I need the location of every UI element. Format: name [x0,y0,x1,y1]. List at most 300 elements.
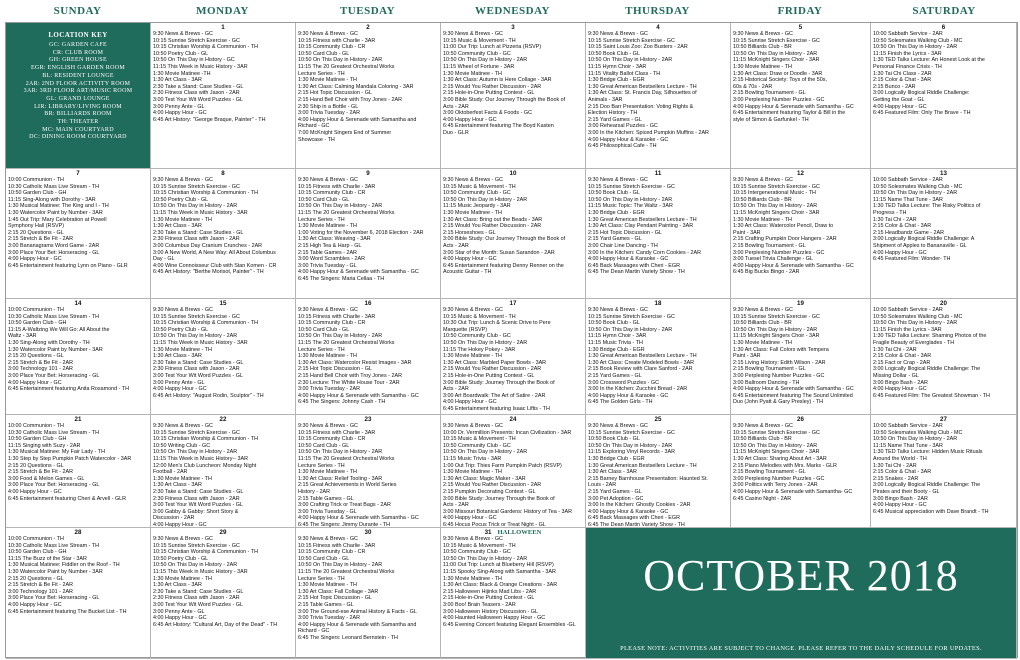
event-entry: 1:30 Art Class - 3AR [153,77,202,84]
event-entry: 2:15 Table Games - 2AR [298,249,357,256]
event-entry: 10:50 Solesmates Walking Club - MC [873,37,963,44]
event-entry: 2:15 Historical Society: Toys of the 50s, [733,77,827,84]
weekday-friday: FRIDAY [777,5,823,17]
event-entry: 11:15 Exploring Vinyl Records - 3AR [588,449,675,456]
event-entry: 4:00 Happy Hour - GC [873,386,927,393]
event-entry: 10:50 On This Day in History - 2AR [443,555,528,562]
event-entry: 1:30 Bridge Club - EGR [588,455,645,462]
event-entry: 1:00 Voting for the November 6, 2018 Election - 2AR [298,229,424,236]
event-entry: 4:00 Happy Hour - GC [873,502,927,509]
event-entry: 10:15 Sunrise Stretch Exercise - GC [153,183,240,190]
event-entry: 6:45 Entertainment featuring Taylor & Bill in the [733,110,846,117]
event-entry: 4:00 Happy Hour - GC [443,256,497,263]
event-entry: 2:15 20 Questions - GL [8,575,64,582]
event-entry: 10:50 On This Day in History - 2AR [443,339,528,346]
event-entry: 1:30 Movie Matinee - TH [298,353,357,360]
event-entry: 10:50 On This Day in History - 2AR [153,203,238,210]
calendar-day-cell [586,23,731,169]
event-entry: 1:30 Art Class: Marbled Paper Bowls - 3AR [443,359,547,366]
calendar-day-cell [296,23,441,169]
weekday-wednesday: WEDNESDAY [474,5,550,17]
event-entry: 11:15 The 20 Greatest Orchestral Works [298,63,395,70]
event-entry: 10:50 On This Day in History - 2AR [873,320,958,327]
event-entry: 6:45 Entertainment featuring Anita Rosamond - TH [8,386,129,393]
event-entry: 1:30 Movie Matinee - TH [733,216,792,223]
day-number: 5 [798,24,803,31]
event-entry: 6:45 Musical appreciation with Dave Brandt - TH [873,508,989,515]
calendar-day-cell [731,23,871,169]
event-entry: 1:30 Movie Matinee - TH [153,216,212,223]
event-entry: 10:50 Garden Club - GH [8,320,67,327]
event-entry: 9:30 News & Brews - GC [298,536,358,542]
event-entry: 10:50 On This Day in History - 2AR [298,449,383,456]
event-entry: 2:30 Fitness Class with Jason - 2AR [153,90,240,97]
event-entry: 9:30 News & Brews - GC [298,423,358,429]
event-entry: 6:45 Back Massages with Cheri - EGR [588,262,680,269]
calendar-day-cell [151,415,296,528]
event-entry: 1:30 Art Class: Magic Maker - 3AR [443,475,526,482]
event-entry: 10:15 Music & Movement - TH [443,183,516,190]
event-entry: Symphony Hall (RSVP) [8,223,65,230]
event-entry: 2:15 20 Questions - GL [8,353,64,360]
event-entry: 1:30 Watercolor Paint by Number - 3AR [8,209,103,216]
event-entry: 3:00 Politics with Terry Jones - 2AR [733,482,818,489]
event-entry: 4:00 Happy Hour & Serenade with Samantha and [298,621,417,628]
calendar-day-cell [296,528,441,659]
event-entry: 3:00 Ballroom Dancing - TH [733,379,800,386]
calendar-day-cell [296,415,441,528]
event-entry: 4:00 Happy Hour - GC [8,379,62,386]
event-entry: 11:15 Music Trivia - TH [588,339,643,346]
event-entry: 4:00 Happy Hour & Karaoke - GC [588,136,669,143]
event-entry: 4:00 Happy Hour - GC [443,515,497,522]
event-entry: 1:30 Movie Matinee - TH [443,70,502,77]
calendar-day-cell [731,169,871,299]
event-entry: 2:15 Halloween Hijinks Mad Libs - 2AR [443,588,537,595]
event-entry: 1:30 Watercolor Paint by Number - 3AR [8,346,103,353]
event-entry: 10:50 Community Club - GC [443,50,511,57]
event-entry: 9:30 News & Brews - GC [443,177,503,183]
event-entry: 11:15 McKnight Singers Choir - 3AR [733,449,820,456]
event-entry: 1:30 Bridge Club - EGR [588,346,645,353]
event-entry: 3:00 Bible Study: Our Journey Through the Book of [443,236,566,243]
event-entry: 2:30 Lecture: The White House Tour - 2AR [298,379,400,386]
event-entry: 10:50 Community Club - GC [443,442,511,449]
event-entry: 2:15 Color & Chat - 3AR [873,353,932,360]
event-entry: 3:00 Trivia Tuesday - GL [298,262,357,269]
event-entry: 6:45 Art History: "August Rodin, Sculptor" - TH [153,392,264,399]
event-entry: 11:00 Out Trip: Lunch at Blueberry Hill (RSVP) [443,562,554,569]
event-entry: 10:30 Catholic Mass Live Stream - TH [8,183,99,190]
calendar-day-cell [731,299,871,415]
event-entry: 6:45 The Golden Girls - TH [588,399,653,406]
event-entry: 1:30 Movie Matinee - TH [153,475,212,482]
event-entry: 10:50 Writing Club - GC [153,442,211,449]
event-entry: 11:15 This Week in Music History - 3AR [153,63,248,70]
event-entry: 11:00 Our Trip: Lunch at Pizzeria (RSVP) [443,44,542,51]
event-entry: 11:15 The 20 Greatest Orchestral Works [298,568,395,575]
event-entry: 6:45 Entertainment featuring Lynn on Piano - GLR [8,262,128,269]
event-entry: 3:00 Columbus Day Cranium Crunches - 2AR [153,242,263,249]
event-entry: 1:30 Art Class: Fall Collage - 3AR [298,588,379,595]
event-entry: 1:30 Art Class: Clay Pendant Painting - 3AR [588,223,694,230]
calendar-day-cell [6,528,151,659]
event-entry: Acts - 2AR [443,386,469,393]
event-entry: 6:45 Back Massages with Cheri - EGR [588,515,680,522]
event-entry: 10:15 Intergenerational Music - TH [733,190,816,197]
event-entry: Lecture Series - TH [298,462,345,469]
calendar-day-cell [151,299,296,415]
event-entry: 9:30 News & Brews - GC [153,31,213,37]
event-entry: 10:15 Community Club - CR [298,44,366,51]
event-entry: 10:15 Sunrise Stretch Exercise - GC [588,313,675,320]
event-entry: 10:00 Communion - TH [8,423,64,429]
event-entry: 6:45 The Dean Martin Variety Show - TH [588,521,685,528]
event-entry: 2:30 Fitness Class with Jason - 2AR [153,236,240,243]
event-entry: 10:50 Book Club - GL [588,190,640,197]
event-entry: 1:30 Movie Matinee - TH [443,209,502,216]
event-entry: 11:15 Music Trivia - 3AR [443,455,502,462]
event-entry: 10:50 On This Day in History - 2AR [443,57,528,64]
event-entry: 2:15 20 Questions - GL [8,462,64,469]
event-entry: 10:15 Community Club - CR [298,190,366,197]
event-entry: 2:15 Piano Melodies with Mrs. Marks - GLR [733,462,837,469]
event-entry: 10:50 On This Day in History - 2AR [153,562,238,569]
calendar-day-cell [441,169,586,299]
month-title-block [586,528,1017,659]
weekday-saturday: SATURDAY [912,5,976,17]
event-entry: 10:15 Christian Worship & Communion - TH [153,320,258,327]
event-entry: 6:45 The Singers: Jimmy Durante - TH [298,521,391,528]
event-entry: 9:30 News & Brews - GC [588,177,648,183]
event-entry: 1:30 Art Class - 3AR [153,353,202,360]
calendar-day-cell [296,169,441,299]
event-entry: 9:30 News & Brews - GC [298,307,358,313]
event-entry: 3:00 Test Your Wit Word Puzzles - GL [153,502,243,509]
event-entry: 4:00 Happy Hour - GC [443,399,497,406]
event-entry: Duo - GLR [443,129,469,136]
calendar-day-cell [6,415,151,528]
event-entry: 9:30 News & Brews - GC [733,423,793,429]
event-entry: Acoustic Guitar - TH [443,269,492,276]
event-entry: 1:30 Great American Bestsellers Lecture - TH [588,83,697,90]
event-entry: 2:15 Would You Rather Discussion - 2AR [443,366,542,373]
event-entry: 3:00 Place Your Bet: Horseracing - GL [8,249,100,256]
event-entry: 10:50 Garden Club - GH [8,190,67,197]
event-entry: 9:30 News & Brews - GC [733,307,793,313]
event-entry: 4:00 Happy Hour & Serenade with Samantha - GC [298,392,419,399]
event-entry: 6:45 Art History: "Berthe Morisot, Painter" - TH [153,269,264,276]
event-entry: 9:30 News & Brews - GC [443,307,503,313]
event-entry: 1:30 Musical Matinee: My Fair Lady - TH [8,449,105,456]
event-entry: Richard - GC [298,123,330,130]
event-entry: 1:30 Art Class: Fall Colors with Tempera [733,346,829,353]
event-entry: 2:15 Hot Topic Discussion - GL [298,366,372,373]
event-entry: 2:15 Bowling Tournament - GL [733,90,806,97]
event-entry: 11:15 Singing with Suzy - 2AR [8,442,81,449]
event-entry: Showcase - TH [298,136,335,143]
footer-note: PLEASE NOTE: ACTIVITIES ARE SUBJECT TO CHANGE. PLEASE REFER TO THE DAILY SCHEDULE FOR UPDATES. [620,645,982,652]
event-entry: 6:45 Casino Night - 2AR [733,495,792,502]
event-entry: 10:50 On This Day in History - GC [153,57,235,64]
event-entry: 3:00 Trivia Tuesday - 2AR [298,386,361,393]
event-entry: 1:30 Movie Matinee - TH [733,339,792,346]
event-entry: 10:00 Dr. Vermillion Presents: Incan Civilization - 3AR [443,429,572,436]
event-entry: 1:30 Movie Matinee - TH [298,582,357,589]
event-entry: 9:30 News & Brews - GC [298,177,358,183]
day-number: 10 [509,170,517,177]
event-entry: 4:00 Haunted Halloween Happy Hour - GC [443,615,546,622]
event-entry: 1:30 TED Talks Lecture: Hidden Music Rituals [873,449,983,456]
event-entry: 2:30 Fitness Class with Jason - 2AR [153,495,240,502]
day-number: 19 [797,300,804,307]
location-key-item: CR: CLUB ROOM [52,49,104,56]
event-entry: 10:50 Billiards Club - BR [733,320,792,327]
event-entry: Election History - TH [588,110,638,117]
event-entry: 10:00 Sabbath Service - 2AR [873,31,943,37]
event-entry: 11:15 Vitality Ballot Class - TH [588,70,661,77]
event-entry: 11:15 Music Topic: The Waltz - 3AR [588,203,673,210]
event-entry: Progress - TH [873,209,907,216]
event-entry: 4:00 Happy Hour - GC [8,256,62,263]
event-entry: 11:15 The 20 Greatest Orchestral Works [298,339,395,346]
calendar-grid [5,22,1018,658]
event-entry: 10:50 Billiards Club - BR [733,196,792,203]
event-entry: 10:50 On This Day in History - 2AR [298,562,383,569]
weekday-thursday: THURSDAY [625,5,690,17]
event-entry: 4:00 Happy Hour - GC [153,386,207,393]
event-entry: 11:15 A-Waltzing We Will Go: All About the [8,326,110,333]
event-entry: 11:15 This Week in Music History - 3AR [153,568,248,575]
event-entry: Acts - 2AR [443,103,469,110]
event-entry: 6:45 Entertainment featuring The Bucket List - TH [8,608,127,615]
event-entry: 3:00 In the Kitchen: Zucchini Bread - 2AR [588,386,688,393]
event-entry: 4:00 Happy Hour & Serenade with Samantha and [298,116,417,123]
event-entry: Football - 2AR [153,469,188,476]
event-entry: 1:30 Musical Matinee: Fiddler on the Roof - TH [8,562,120,569]
event-entry: 1:30 Art Class: Watercolor Pencil, Draw to [733,223,834,230]
event-entry: 3:00 Trivia Tuesday - GL [298,508,357,515]
event-entry: 6:45 Big Bucks Bingo - 2AR [733,269,800,276]
event-entry: 3:00 Test Your Wit Word Puzzles - GL [153,601,243,608]
event-entry: 10:15 Fitness with Charlie - 3AR [298,429,376,436]
event-entry: 2:15 Yard Games - GL [588,372,642,379]
event-entry: 1:30 Tai Chi - 2AR [873,346,917,353]
event-entry: 2:30 Take a Stand: Case Studies - GL [153,83,244,90]
event-entry: 3:00 Star of the Month: Susan Sarandon - 2AR [443,249,555,256]
event-entry: Paint - 3AR [733,229,761,236]
event-entry: Duo (John Pyatt & Gary Presley) - TH [733,399,824,406]
event-entry: 3:00 Logically Illogical Riddle Challenge: A [873,236,975,243]
day-number: 29 [219,529,227,536]
event-entry: 10:15 Sunrise Stretch Exercise - GC [153,542,240,549]
event-entry: 3:00 Place Your Bet: Horseracing - GL [8,595,100,602]
event-entry: 10:15 Saint Louis Zoo: Zoo Busters - 2AR [588,44,688,51]
event-entry: 2:15 Table Games - GL [298,601,354,608]
event-entry: 2:15 Would You Rather Discussion - 2AR [443,223,542,230]
event-entry: 3:00 Bananagrams Word Game - 2AR [8,242,100,249]
event-entry: 3:00 Perplexing Number Puzzles - GC [733,249,825,256]
event-entry: 11:15 This Week in Music History - 3AR [153,339,248,346]
event-entry: 1:30 Great American Bestsellers Lecture - TH [588,353,697,360]
event-entry: Pirates and their Booty - GL [873,488,940,495]
event-entry: 3:00 Crafting Trick or Treat Bags - 2AR [298,502,391,509]
event-entry: 9:30 News & Brews - GC [153,536,213,542]
event-entry: 2:15 Crafting Pumpkin Door Hangers - 2AR [733,236,837,243]
event-entry: 10:50 On This Day in History - 2AR [733,326,818,333]
day-number: 2 [366,24,370,31]
calendar-day-cell [151,169,296,299]
event-entry: 10:50 Card Club - GL [298,196,350,203]
event-entry: 10:00 Sabbath Service - 2AR [873,423,943,429]
event-entry: 2:15 Color & Chat - 3AR [873,469,932,476]
day-number: 13 [940,170,947,177]
event-entry: 4:00 Happy Hour & Serenade with Samantha - GC [733,103,854,110]
event-entry: 9:30 News & Brews - GC [153,307,213,313]
weekday-tuesday: TUESDAY [339,5,396,17]
day-number: 18 [654,300,662,307]
event-entry: 10:50 Solesmates Walking Club - MC [873,183,963,190]
event-entry: 3:00 Penny Ante - GL [153,379,205,386]
event-entry: 4:00 Happy Hour & Serenade with Samantha- GC [733,488,853,495]
calendar-day-cell [871,415,1017,528]
event-entry: 2:15 20 Questions - GL [8,229,64,236]
event-entry: 4:00 Happy Hour - GC [873,249,927,256]
event-entry: 1:30 Movie Matinee - TH [443,353,502,360]
event-entry: 1:30 Art Class - 3AR [153,223,202,230]
event-entry: 3:00 Technology 101 - 2AR [8,366,73,373]
event-entry: 2:15 Headbandz Game - 2AR [873,229,945,236]
event-entry: 10:15 Christian Worship & Communion - TH [153,190,258,197]
event-entry: 6:45 Featured Film: Wonder- TH [873,256,951,263]
day-number: 20 [940,300,947,307]
event-entry: 6:45 Entertainment featuring The Sound Unlimited [733,392,853,399]
event-entry: 1:30 Sing-Along with Dorothy - TH [8,339,90,346]
location-key-panel [6,23,151,169]
event-entry: 3:00 In the Kitchen: Candy Corn Cookies - 2AR [588,249,701,256]
calendar-day-cell [871,23,1017,169]
calendar-day-cell [151,23,296,169]
event-entry: 3:00 Perplexing Number Puzzles - GC [733,96,825,103]
event-entry: 1:30 Art Class: Sharing About Art - 3AR [733,455,827,462]
location-key-title: LOCATION KEY [48,31,108,39]
event-entry: 10:15 Community Club - CR [298,549,366,556]
event-entry: 3:00 Trivia Tuesday - 2AR [298,110,361,117]
event-entry: 3:00 Rehearsal Puzzles - GC [588,123,658,130]
event-entry: 10:15 Sunrise Stretch Exercise - GC [153,313,240,320]
event-entry: 10:50 On This Day in History - 2AR [443,449,528,456]
event-entry: Acts - 2AR [443,242,469,249]
day-number: 22 [219,416,227,423]
event-entry: 2:15 Snakes - 2AR [873,475,919,482]
event-entry: 11:15 Music Jeopardy - 3AR [443,203,511,210]
event-entry: 1:30 Art Class: Watercolor Resist Images - 3AR [298,359,412,366]
event-entry: 11:15 McKnight Singers Choir - 3AR [733,57,820,64]
event-entry: 1:30 Art Class: Weaving - 3AR [298,236,371,243]
event-entry: Lecture Series - TH [298,70,345,77]
event-entry: 6:45 Art History: "George Braque, Painter" - TH [153,116,266,123]
event-entry: 12:00 Men's Club Luncheon: Monday Night [153,462,257,469]
event-entry: 10:50 Card Club - GL [298,555,350,562]
event-entry: 10:50 Poetry Club - GL [153,326,209,333]
event-entry: 10:15 Music & Movement - TH [443,436,516,443]
location-key-item: TH: THEATER [57,119,99,126]
event-entry: 1:30 Musical Matinee: The King and I - TH [8,203,109,210]
day-number: 31 HALLOWEEN [484,529,542,536]
event-entry: 6:45 The Singers: Johnny Cash - TH [298,399,386,406]
event-entry: 3:00 Place Your Bet: Horseracing - GL [8,482,100,489]
event-entry: Getting the Goat - GL [873,96,925,103]
event-entry: 10:15 Sunrise Stretch Exercise - GC [588,429,675,436]
event-entry: 6:45 Featured Film: The Greatest Showman - TH [873,392,990,399]
event-entry: 3:00 Technology 101 - 2AR [8,588,73,595]
event-entry: 10:50 On This Day in History - 2AR [733,203,818,210]
event-entry: 11:15 McKnight Singers Choir - 3AR [733,209,820,216]
event-entry: 2:15 High Tea & Harp - GL [298,242,362,249]
event-entry: 11:15 Spooky Sing-Along with Samantha - 3AR [443,568,556,575]
event-entry: 3:00 Trivia Tuesday - 2AR [298,615,361,622]
event-entry: 3:00 Gabby & Gabby: Short Story & [153,508,239,515]
event-entry: 10:50 Poetry Club - GL [153,196,209,203]
event-entry: Lecture Series - TH [298,346,345,353]
event-entry: 3:00 Missouri Botanical Gardens: History of Tea - 3AR [443,508,573,515]
day-number: 14 [74,300,82,307]
event-entry: 2:15 Hand Bell Choir with Troy Jones - 2AR [298,372,402,379]
event-entry: 1:30 Art Class: Draw or Doodle - 3AR [733,70,823,77]
event-entry: 10:50 Community Club - GC [443,190,511,197]
event-entry: 4:00 Happy Hour - GC [8,601,62,608]
event-entry: Lecture Series - TH [298,216,345,223]
event-entry: 3:00 In the Kitchen: Spiced Pumpkin Muffins - 2AR [588,129,709,136]
event-entry: 10:30 Catholic Mass Live Stream - TH [8,542,99,549]
event-entry: 10:50 On This Day in History - 2AR [588,57,673,64]
event-entry: 2:15 Great Achievements in World Series [298,482,397,489]
location-key-item: DC: DINING ROOM COURTYARD [29,134,127,141]
event-entry: 3:00 Penny Ante - GL [153,608,205,615]
event-entry: 4:00 Happy Hour & Karaoke - GC [588,508,669,515]
event-entry: 1:30 Art Class: Black & Orange Creations - 3AR [443,582,558,589]
event-entry: 11:15 The Buzz of the Star - 3AR [8,555,87,562]
event-entry: 9:30 News & Brews - GC [588,31,648,37]
event-entry: 10:00 Communion - TH [8,177,64,183]
event-entry: 3:00 Tuesel Trivia Challenge - GL [733,256,814,263]
event-entry: 11:15 Name That Tune - 3AR [873,196,943,203]
event-entry: 10:50 Solesmates Walking Club - MC [873,429,963,436]
event-entry: Marquette (RSVP) [443,326,488,333]
event-entry: 2:30 Fitness Class with Jason - 2AR [153,366,240,373]
event-entry: 2:15 Color & Chat - 3AR [873,77,932,84]
event-entry: 3:00 Art Boardwalk: The Art of Satire - 2AR [443,392,546,399]
event-entry: 10:15 Community Club - CR [298,320,366,327]
day-number: 25 [654,416,662,423]
calendar-day-cell [586,169,731,299]
event-entry: 3:00 Perplexing Number Puzzles - GC [733,372,825,379]
event-entry: 6:45 The Dean Martin Variety Show - TH [588,269,685,276]
event-entry: 10:00 Sabbath Service - 2AR [873,307,943,313]
event-entry: 10:15 Sunrise Stretch Exercise - GC [588,183,675,190]
event-entry: 9:30 News & Brews - GC [153,177,213,183]
event-entry: 9:30 News & Brews - GC [298,31,358,37]
event-entry: Around the World - TH [873,455,927,462]
event-entry: 2:15 Hole-in-One Putting Contest - GL [443,372,535,379]
event-entry: Discussion - 2AR [153,515,195,522]
event-entry: 11:15 The 20 Greatest Orchestral Works [298,455,395,462]
event-entry: 10:30 Out Trip: Lunch & Scenic Drive to Pere [443,320,551,327]
event-entry: 2:15 Stretch & Be Fit - 2AR [8,359,74,366]
event-entry: 6:45 Featured Film: Only The Brave - TH [873,110,971,117]
day-number: 8 [221,170,225,177]
event-entry: 6:45 Entertainment featuring The Boyd Kasten [443,123,554,130]
